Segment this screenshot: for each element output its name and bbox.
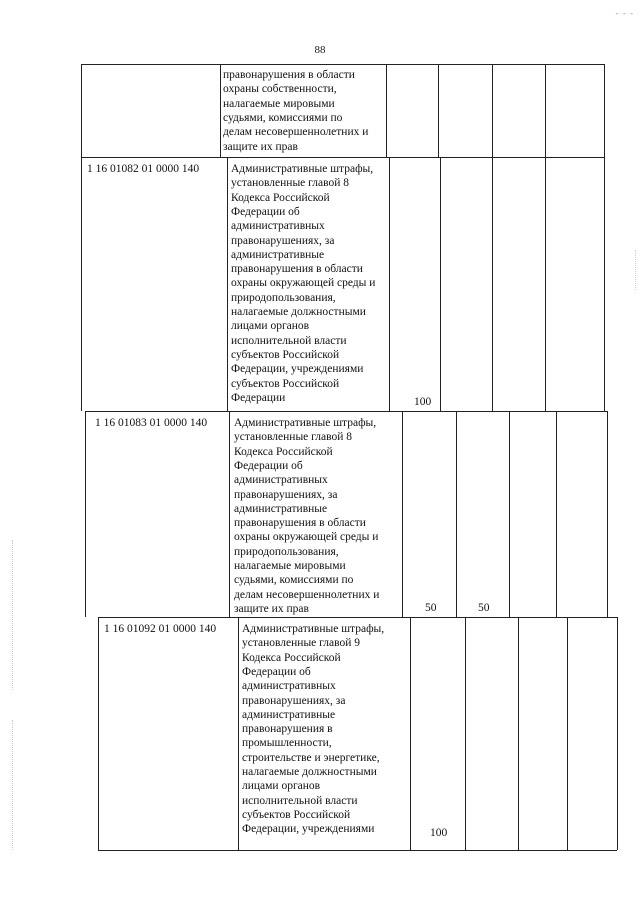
column-divider <box>85 411 86 617</box>
row-border-top <box>81 157 604 158</box>
column-divider <box>238 617 239 850</box>
column-divider <box>438 64 439 157</box>
row-border-top <box>98 617 617 618</box>
column-divider <box>386 64 387 157</box>
revenue-description-line: административные <box>231 248 325 261</box>
scan-artifact-right <box>635 250 636 290</box>
revenue-description-line: Кодекса Российской <box>234 445 333 458</box>
column-divider <box>545 157 546 411</box>
column-divider <box>227 157 228 411</box>
column-divider <box>229 411 230 617</box>
revenue-description-line: Административные штрафы, <box>242 623 385 635</box>
revenue-description-line: природопользования, <box>234 545 339 558</box>
revenue-description-line: субъектов Российской <box>231 377 340 390</box>
revenue-description-line: охраны собственности, <box>223 83 337 96</box>
row-border-bottom <box>98 850 617 851</box>
column-divider <box>465 617 466 850</box>
revenue-description-line: установленные главой 8 <box>231 177 350 190</box>
revenue-description-line: Административные штрафы, <box>231 163 374 175</box>
revenue-description-line: Административные штрафы, <box>234 417 377 429</box>
revenue-description-line: административные <box>234 502 328 515</box>
revenue-description-line: Кодекса Российской <box>231 191 330 204</box>
column-divider <box>556 411 557 617</box>
column-divider <box>98 617 99 850</box>
column-divider <box>220 64 221 157</box>
row-border-top <box>81 64 604 65</box>
column-divider <box>492 64 493 157</box>
revenue-description-line: исполнительной власти <box>242 794 358 807</box>
column-divider <box>402 411 403 617</box>
revenue-description-line: налагаемые мировыми <box>234 560 346 572</box>
scan-corner-mark: - - - <box>615 8 634 18</box>
revenue-description-line: судьями, комиссиями по <box>234 574 354 587</box>
column-divider <box>604 157 605 411</box>
revenue-description-line: судьями, комиссиями по <box>223 111 343 124</box>
revenue-description-line: установленные главой 8 <box>234 431 353 444</box>
column-divider <box>456 411 457 617</box>
revenue-description-line: налагаемые должностными <box>231 306 366 318</box>
scan-artifact-left-top <box>12 540 15 690</box>
revenue-description-line: административных <box>234 474 328 487</box>
revenue-description-line: Федерации <box>231 391 286 404</box>
column-divider <box>567 617 568 850</box>
budget-classification-code: 1 16 01082 01 0000 140 <box>87 163 200 175</box>
revenue-description-line: правонарушения в области <box>234 517 366 530</box>
revenue-description-line: правонарушения в области <box>231 263 363 276</box>
percent-value: 100 <box>414 396 432 408</box>
revenue-description-line: Федерации об <box>242 665 311 678</box>
revenue-description-line: лицами органов <box>231 320 310 333</box>
revenue-description-line: защите их прав <box>234 602 309 615</box>
row-border-top <box>85 411 607 412</box>
revenue-description-line: административных <box>242 680 336 693</box>
column-divider <box>509 411 510 617</box>
revenue-description-line: налагаемые должностными <box>242 766 377 778</box>
column-divider <box>81 64 82 157</box>
revenue-description-line: промышленности, <box>242 737 332 750</box>
revenue-description-line: делам несовершеннолетних и <box>234 588 380 601</box>
revenue-description-line: охраны окружающей среды и <box>231 277 376 290</box>
column-divider <box>604 64 605 157</box>
revenue-description-line: лицами органов <box>242 780 321 793</box>
budget-classification-code: 1 16 01092 01 0000 140 <box>104 623 217 635</box>
revenue-description-line: правонарушениях, за <box>242 694 346 707</box>
revenue-description-line: правонарушения в <box>242 723 333 736</box>
column-divider <box>389 157 390 411</box>
column-divider <box>81 157 82 411</box>
revenue-description-line: правонарушениях, за <box>234 488 338 501</box>
revenue-description-line: Федерации, учреждениями <box>231 363 364 376</box>
revenue-description-line: делам несовершеннолетних и <box>223 126 369 139</box>
revenue-description-line: Федерации об <box>234 459 303 472</box>
revenue-description-line: строительстве и энергетике, <box>242 751 380 764</box>
revenue-description-line: субъектов Российской <box>231 348 340 361</box>
column-divider <box>518 617 519 850</box>
scan-artifact-left-bottom <box>12 720 15 850</box>
revenue-description-line: установленные главой 9 <box>242 637 361 650</box>
page-number: 88 <box>314 44 326 56</box>
revenue-description-line: Кодекса Российской <box>242 651 341 664</box>
percent-value: 50 <box>425 602 437 614</box>
revenue-description-line: защите их прав <box>223 140 298 153</box>
revenue-description-line: субъектов Российской <box>242 808 351 821</box>
revenue-description-line: налагаемые мировыми <box>223 97 335 110</box>
column-divider <box>607 411 608 617</box>
percent-value: 50 <box>478 602 490 614</box>
revenue-description-line: природопользования, <box>231 291 336 304</box>
column-divider <box>410 617 411 850</box>
column-divider <box>545 64 546 157</box>
revenue-description-line: Федерации об <box>231 205 300 218</box>
revenue-description-line: административных <box>231 220 325 233</box>
percent-value: 100 <box>430 827 448 839</box>
column-divider <box>440 157 441 411</box>
column-divider <box>617 617 618 850</box>
revenue-description-line: правонарушениях, за <box>231 234 335 247</box>
revenue-description-line: административные <box>242 708 336 721</box>
revenue-description-line: исполнительной власти <box>231 334 347 347</box>
revenue-description-line: правонарушения в области <box>223 69 355 81</box>
revenue-description-line: Федерации, учреждениями <box>242 823 375 836</box>
budget-classification-code: 1 16 01083 01 0000 140 <box>95 417 208 429</box>
revenue-description-line: охраны окружающей среды и <box>234 531 379 544</box>
column-divider <box>492 157 493 411</box>
